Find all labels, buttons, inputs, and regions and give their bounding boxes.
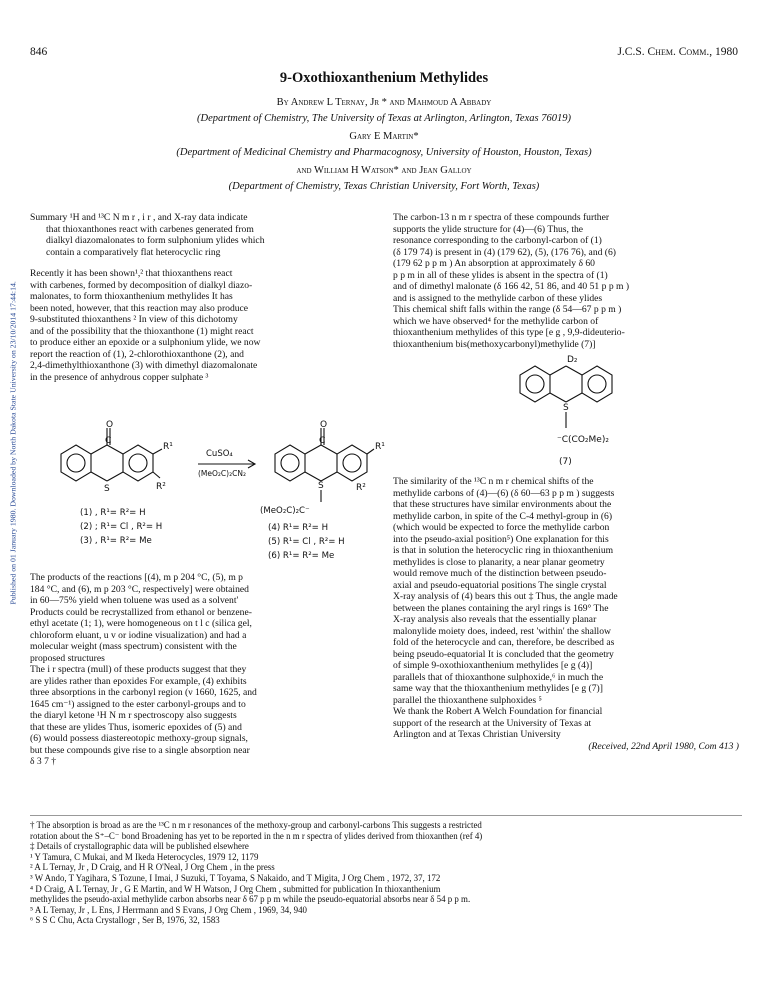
received-date: (Received, 22nd April 1980, Com 413 ) — [588, 740, 739, 752]
text-line: Arlington and at Texas Christian University — [393, 729, 561, 740]
text-line: parallel the thioxanthene sulphoxides ⁵ — [393, 694, 542, 706]
text-line: would remove much of the distinction between pseudo- — [393, 568, 607, 579]
text-line: fold of the heterocycle and can, therefore, be described as — [393, 637, 615, 648]
summary-line: that thioxanthones react with carbenes generated from — [46, 223, 254, 235]
reagent-diazomalonate: (MeO₂C)₂CN₂ — [198, 469, 246, 478]
summary-line: dialkyl diazomalonates to form sulphonium ylides which — [46, 235, 265, 246]
deuterium-label: D₂ — [567, 355, 578, 365]
text-line: and of dimethyl malonate (δ 166 42, 51 86, and 40 51 p p m ) — [393, 281, 630, 292]
text-line: malonylide moiety does, indeed, rest 'within' the shallow — [393, 625, 611, 637]
reagent-cuso4: CuSO₄ — [206, 449, 233, 459]
text-line: (δ 179 74) is present in (4) (179 62), (5), (176 76), and (6) — [393, 246, 616, 258]
article-title: 9-Oxothioxanthenium Methylides — [279, 70, 489, 86]
footnote-line: ³ W Ando, T Yagihara, S Tozune, I Imai, J Suzuki, T Toyama, S Nakaido, and T Migita, J Org Chem , 1972, 37, 172 — [30, 872, 441, 883]
journal-running-head: J.C.S. Chem. Comm., 1980 — [617, 46, 738, 58]
oxygen-atom: O — [320, 420, 328, 430]
text-line: into the pseudo-axial position⁵) One explanation for this — [393, 533, 609, 545]
text-line: being pseudo-equatorial It is concluded that the geometry — [393, 648, 614, 660]
reaction-scheme — [28, 418, 385, 566]
right-column-top — [393, 212, 739, 350]
compound-3-label: (3) , R¹= R²= Me — [80, 536, 152, 546]
similarity-paragraph — [393, 476, 739, 706]
text-line: in 60—75% yield when toluene was used as a solvent' — [30, 595, 239, 606]
footnotes — [30, 820, 742, 926]
text-line: been noted, however, that this reaction may also produce — [30, 302, 249, 314]
right-column-bottom — [393, 476, 739, 752]
summary — [30, 212, 375, 258]
text-line: ethyl acetate (1; 1), were homogeneous on t l c (silica gel, — [30, 618, 252, 629]
r2-label: R² — [356, 483, 366, 493]
text-line: support of the research at the University of Texas at — [393, 717, 592, 729]
footnote-line: ‡ Details of crystallographic data will be published elsewhere — [30, 841, 249, 852]
text-line: chloroform eluant, u v or iodine visualization) and had a — [30, 629, 247, 641]
sulphonium-atom: S — [563, 403, 569, 413]
text-line: p p m in all of these ylides is absent in the spectra of (1) — [393, 269, 608, 281]
text-line: X-ray analysis also reveals that the essentially planar — [393, 614, 597, 625]
c13-paragraph — [393, 212, 739, 350]
footnote-line: ¹ Y Tamura, C Mukai, and M Ikeda Heterocycles, 1979 12, 1179 — [30, 851, 259, 862]
text-line: δ 3 7 † — [30, 756, 57, 767]
left-column-top — [30, 212, 375, 383]
text-line: malonates, to form thioxanthenium methylides It has — [30, 291, 233, 302]
sulphur-atom: S — [104, 484, 110, 494]
text-line: supports the ylide structure for (4)—(6) Thus, the — [393, 223, 584, 235]
left-column-bottom — [30, 572, 375, 768]
sulphonium-atom: S — [318, 481, 324, 491]
text-line: is that in solution the heterocyclic ring in thioxanthenium — [393, 545, 614, 556]
ir-paragraph — [30, 664, 375, 768]
text-line: but these compounds give rise to a single absorption near — [30, 744, 250, 756]
r1-label: R¹ — [375, 442, 385, 452]
intro-paragraph — [30, 268, 375, 383]
affiliation-1: (Department of Chemistry, The University of Texas at Arlington, Arlington, Texas 76019) — [197, 113, 571, 124]
text-line: Recently it has been shown¹,² that thioxanthens react — [30, 268, 233, 279]
footnote-line: methylides the pseudo-axial methylide carbon absorbs near δ 67 p p m while the pseudo-equatorial absorbs near δ 54 p p m. — [30, 894, 471, 905]
results-paragraph — [30, 572, 375, 664]
footnote-line: ² A L Ternay, Jr , D Craig, and H R O'Neal, J Org Chem , in the press — [30, 862, 275, 873]
ylide-carbon-label: (MeO₂C)₂C⁻ — [260, 506, 310, 516]
text-line: the diaryl ketone ¹H N m r spectroscopy also suggests — [30, 710, 237, 721]
carbon-atom: C — [319, 436, 326, 446]
affiliation-2: (Department of Medicinal Chemistry and Pharmacognosy, University of Houston, Houston, Texas) — [176, 147, 592, 158]
footnote-line: † The absorption is broad as are the ¹³C n m r resonances of the methoxy-group and carbonyl-carbons This suggests a restricted — [30, 820, 482, 830]
page-number: 846 — [30, 46, 48, 58]
text-line: that these structures have similar environments about the — [393, 499, 612, 510]
text-line: Products could be recrystallized from ethanol or benzene- — [30, 606, 252, 618]
text-line: axial and pseudo-equatorial positions The single crystal — [393, 579, 607, 591]
text-line: We thank the Robert A Welch Foundation for financial — [393, 706, 603, 717]
text-line: X-ray analysis of (4) bears this out ‡ Thus, the angle made — [393, 591, 618, 602]
compound-5-label: (5) R¹= Cl , R²= H — [268, 537, 345, 547]
text-line: thioxanthenium bis(methoxycarbonyl)methylide (7)] — [393, 338, 596, 350]
text-line: are ylides rather than epoxides For example, (4) exhibits — [30, 675, 247, 687]
footnote-divider — [30, 815, 742, 816]
ylide-carbon-label: ⁻C(CO₂Me)₂ — [557, 435, 609, 445]
text-line: 184 °C, and (6), m p 203 °C, respectively] were obtained — [30, 583, 249, 595]
text-line: and of the possibility that the thioxanthone (1) might react — [30, 325, 254, 337]
text-line: (which would be expected to force the methylide carbon — [393, 522, 610, 533]
text-line: The similarity of the ¹³C n m r chemical shifts of the — [393, 476, 594, 487]
text-line: molecular weight (mass spectrum) consistent with the — [30, 641, 237, 652]
footnote-line: rotation about the S⁺–C⁻ bond Broadening has yet to be reported in the n m r spectra of ylides derived from thioxanthen (ref 4) — [30, 830, 483, 841]
carbon-atom: C — [105, 436, 112, 446]
text-line: methylides is close to planarity, a near planar geometry — [393, 556, 605, 568]
text-line: thioxanthenium methylides of this type [e g , 9,9-dideuterio- — [393, 327, 625, 338]
structure-7 — [505, 352, 635, 474]
text-line: parallels that of thioxanthone sulphoxide,⁶ in much the — [393, 671, 604, 683]
thioxanthone-structure — [61, 428, 162, 481]
text-line: and is assigned to the methylide carbon of these ylides — [393, 292, 603, 304]
footnote-line: ⁵ A L Ternay, Jr , L Ens, J Herrmann and S Evans, J Org Chem , 1969, 34, 940 — [30, 904, 307, 915]
text-line: The products of the reactions [(4), m p 204 °C, (5), m p — [30, 572, 243, 583]
text-line: of simple 9-oxothioxanthenium methylides [e g (4)] — [393, 660, 593, 671]
text-line: three absorptions in the carbonyl region (ν 1660, 1625, and — [30, 687, 257, 698]
text-line: 2,4-dimethylthioxanthone (3) with dimethyl diazomalonate — [30, 360, 258, 371]
download-notice: Published on 01 January 1980. Downloaded by North Dakota State University on 23/10/2014 17:44:14. — [8, 281, 18, 605]
text-line: methylide carbon, in spite of the C-4 methyl-group in (6) — [393, 510, 613, 522]
text-line: This chemical shift falls within the range (δ 54—67 p p m ) — [393, 304, 622, 315]
text-line: with carbenes, formed by decomposition of dialkyl diazo- — [30, 279, 253, 291]
footnote-line: ⁶ S S C Chu, Acta Crystallogr , Ser B, 1976, 32, 1583 — [30, 915, 220, 926]
text-line: to produce either an epoxide or a sulphonium ylide, we now — [30, 337, 261, 348]
summary-line: contain a comparatively flat heterocyclic ring — [46, 246, 221, 258]
r1-label: R¹ — [163, 442, 173, 452]
text-line: 1645 cm⁻¹) assigned to the ester carbonyl-groups and to — [30, 698, 246, 710]
footnote-line: ⁴ D Craig, A L Ternay, Jr , G E Martin, and W H Watson, J Org Chem , submitted for publication In thioxanthenium — [30, 883, 441, 894]
text-line: between the planes containing the aryl rings is 169° The — [393, 602, 609, 614]
oxygen-atom: O — [106, 420, 114, 430]
r2-label: R² — [156, 482, 166, 492]
text-line: report the reaction of (1), 2-chlorothioxanthone (2), and — [30, 348, 244, 360]
compound-7-label: (7) — [559, 457, 572, 467]
authors-line-3: and William H Watson* and Jean Galloy — [296, 165, 472, 176]
authors-line-1: By Andrew L Ternay, Jr * and Mahmoud A Abbady — [276, 97, 492, 108]
text-line: 9-substituted thioxanthens ² In view of this dichotomy — [30, 314, 238, 325]
text-line: that these are ylides Thus, isomeric epoxides of (5) and — [30, 721, 242, 733]
affiliation-3: (Department of Chemistry, Texas Christian University, Fort Worth, Texas) — [228, 181, 540, 192]
compound-6-label: (6) R¹= R²= Me — [268, 551, 335, 561]
text-line: in the presence of anhydrous copper sulphate ³ — [30, 371, 209, 383]
compound-4-label: (4) R¹= R²= H — [268, 523, 329, 533]
summary-line: Summary ¹H and ¹³C N m r , i r , and X-ray data indicate — [30, 212, 248, 223]
text-line: resonance corresponding to the carbonyl-carbon of (1) — [393, 235, 602, 246]
text-line: same way that the thioxanthenium methylides [e g (7)] — [393, 683, 603, 694]
text-line: (6) would possess diastereotopic methoxy-group signals, — [30, 733, 248, 744]
text-line: which we have observed⁴ for the methylide carbon of — [393, 315, 599, 327]
text-line: The carbon-13 n m r spectra of these compounds further — [393, 212, 610, 223]
acknowledgement-paragraph — [393, 706, 739, 741]
text-line: proposed structures — [30, 652, 105, 664]
text-line: The i r spectra (mull) of these products suggest that they — [30, 664, 247, 675]
compound-1-label: (1) , R¹= R²= H — [80, 508, 146, 518]
text-line: (179 62 p p m ) An absorption at approximately δ 60 — [393, 258, 595, 269]
authors-line-2: Gary E Martin* — [349, 131, 419, 142]
compound-2-label: (2) ; R¹= Cl , R²= H — [80, 522, 163, 532]
text-line: methylide carbons of (4)—(6) (δ 60—63 p p m ) suggests — [393, 487, 615, 499]
